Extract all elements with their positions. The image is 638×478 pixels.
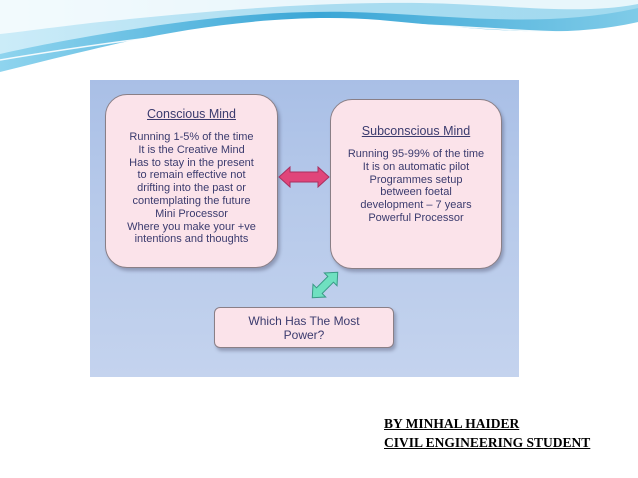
conscious-line: to remain effective not (137, 169, 246, 182)
question-box (214, 307, 394, 348)
conscious-line: Where you make your +ve (127, 220, 256, 233)
subconscious-mind-title: Subconscious Mind (361, 124, 471, 138)
subconscious-mind-box (330, 99, 502, 269)
double-arrow-diagonal-icon (306, 266, 344, 304)
conscious-line: It is the Creative Mind (138, 143, 245, 156)
question-line: Power? (283, 328, 325, 342)
conscious-line: Has to stay in the present (129, 156, 254, 169)
subconscious-line: Running 95-99% of the time (347, 148, 485, 160)
conscious-line: Mini Processor (155, 207, 228, 220)
subconscious-line: development – 7 years (360, 199, 472, 212)
conscious-mind-title: Conscious Mind (147, 107, 236, 121)
conscious-line: Running 1-5% of the time (129, 131, 254, 143)
subconscious-line: between foetal (380, 186, 452, 199)
author-role: CIVIL ENGINEERING STUDENT (384, 435, 591, 450)
conscious-mind-box (105, 94, 278, 268)
wave-header-decoration (0, 0, 638, 80)
double-arrow-horizontal-icon (278, 166, 330, 188)
question-line: Which Has The Most (248, 314, 360, 328)
subconscious-line: Powerful Processor (368, 211, 464, 224)
conscious-line: drifting into the past or (137, 182, 246, 195)
conscious-line: contemplating the future (132, 194, 251, 207)
author-name: BY MINHAL HAIDER (384, 416, 520, 431)
subconscious-line: It is on automatic pilot (362, 160, 470, 173)
author-credit (384, 414, 590, 452)
conscious-line: intentions and thoughts (134, 233, 249, 246)
subconscious-line: Programmes setup (369, 173, 463, 186)
